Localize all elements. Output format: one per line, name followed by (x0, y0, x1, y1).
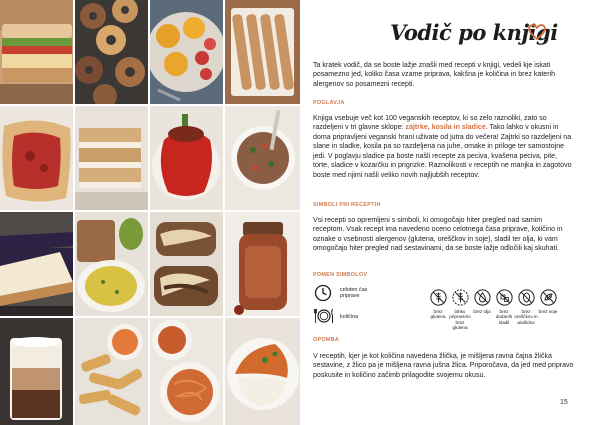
guide-page (300, 0, 600, 425)
photo-sandwich (0, 0, 73, 104)
symbols-heading: SIMBOLI PRI RECEPTIH (313, 202, 381, 208)
page-title: Vodič po knjigi (390, 20, 558, 45)
chapters-highlight: zajtrke, kosila in sladice (405, 124, 486, 132)
page-number: 15 (560, 399, 568, 406)
chapters-text: Knjiga vsebuje več kot 100 veganskih receptov, ki so zelo raznoliki, zato so razdeljeni v tri glavne sklope: zajtrke, kosila in sladice. Tako lahko v okusni in doma pripravljeni veganski hrani uživate od jutra do večera! Zajtrki so razdeljeni na slane in sladke, kosila pa so razdeljena na juhe, omake in priloge ter samostojne jedi. V poglavju sladice pa boste našli recepte za peciva, kvašena peciva, pite, torte, sladice v kozarčku in prigrizke. Raznolikosti v receptih ne manjka in zagotovo boste med njimi našli veliko novih najljubših receptov. (313, 115, 572, 179)
photo-baked-sticks (225, 0, 300, 104)
allergen-label: brez glutena (430, 309, 446, 320)
allergen-label: brez olja (473, 309, 491, 314)
allergen-label: brez oreščkov in arašidov (514, 309, 538, 325)
note-heading: OPOMBA (313, 337, 340, 343)
photo-stuffed-pepper (150, 106, 223, 210)
photo-layer-cake (75, 106, 148, 210)
oil-drop-icon (474, 289, 491, 306)
allergen-label: brez soje (538, 309, 558, 314)
photo-curry-with-rice (225, 318, 300, 425)
allergen-label: lahko pripravimo brez glutena (449, 309, 471, 331)
cutlery-icon (314, 307, 334, 325)
photo-tomato-spaghetti (150, 318, 223, 425)
legend-heading: POMEN SIMBOLOV (313, 272, 368, 278)
photo-bagels (75, 0, 148, 104)
wheat-optional-icon (452, 289, 469, 306)
soy-icon (540, 289, 557, 306)
chapters-heading: POGLAVJA (313, 100, 345, 106)
clock-icon (314, 284, 332, 302)
photo-blueberry-cheesecake (0, 212, 73, 316)
photo-toast-with-scramble (75, 212, 148, 316)
quantity-label: količina (340, 314, 358, 320)
photo-jar-smoothie (225, 212, 300, 316)
heart-icon (526, 21, 548, 43)
photo-fritters-with-strawberries (150, 0, 223, 104)
allergen-label: brez dodanih sladil (495, 309, 513, 325)
photo-lentil-salad (225, 106, 300, 210)
photo-potato-wedges (75, 318, 148, 425)
sugar-icon (496, 289, 513, 306)
note-text: V receptih, kjer je kot količina navedena žlička, je mišljena ravna čajna žlička sestavine, z žlico pa je mišljena ravna jušna žlica. Priporočava, da jed med pripravo poskusite in količino začimb prilagodite svojemu okusu. (313, 353, 574, 379)
intro-text: Ta kratek vodič, da se boste lažje znašli med recepti v knjigi, vedeli kje iskati posamezno jed, koliko časa vzame priprava, kakšna je količina in brez katerih alergenov so posamezni recepti. (313, 62, 556, 88)
wheat-icon (430, 289, 447, 306)
photo-layered-coffee-drink (0, 318, 73, 425)
nut-icon (518, 289, 535, 306)
photo-marble-bread (150, 212, 223, 316)
symbols-text: Vsi recepti so opremljeni s simboli, ki omogočajo hiter pregled nad samim receptom. Vsak recept ima navedeno oceno celotnega časa priprave, količino in oznake o vsebnosti alergenov (glutena, oreščkov in soje), sladil ter olja, ki vam omogočajo hiter pregled nad sestavinami, da se boste lažje odločili kaj skuhati. (313, 217, 563, 253)
time-label: celoten čas priprave (340, 287, 368, 300)
photo-berry-galette (0, 106, 73, 210)
